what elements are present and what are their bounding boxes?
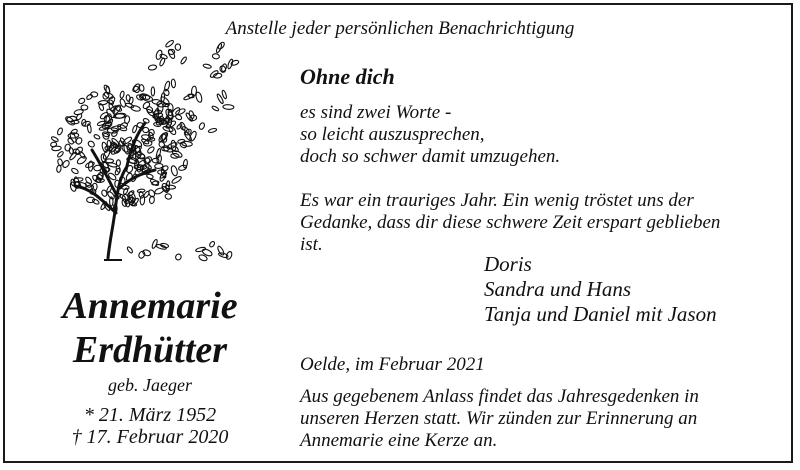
- birth-date: * 21. März 1952: [83, 404, 217, 426]
- place-and-date: Oelde, im Februar 2021: [300, 354, 485, 375]
- note-line: Aus gegebenem Anlass findet das Jahresgedenken in: [300, 386, 699, 407]
- deceased-first-name: Annemarie: [62, 285, 238, 327]
- windblown-tree-illustration: [30, 38, 240, 263]
- message-paragraph: [300, 190, 720, 256]
- message-line: ist.: [300, 234, 323, 255]
- note-line: unseren Herzen statt. Wir zünden zur Erinnerung an: [300, 408, 698, 429]
- header-notice: Anstelle jeder persönlichen Benachrichtigung: [225, 18, 575, 39]
- poem-title: Ohne dich: [300, 64, 395, 89]
- memorial-note: [300, 386, 699, 452]
- message-line: Es war ein trauriges Jahr. Ein wenig tröstet uns der: [300, 190, 694, 211]
- birth-name: geb. Jaeger: [108, 375, 192, 395]
- note-line: Annemarie eine Kerze an.: [300, 430, 498, 451]
- message-line: Gedanke, dass dir diese schwere Zeit erspart geblieben: [300, 212, 721, 233]
- poem-line: doch so schwer damit umzugehen.: [300, 146, 561, 167]
- signature-name: Sandra und Hans: [484, 277, 632, 301]
- deceased-last-name: Erdhütter: [72, 329, 228, 371]
- signatures: [484, 252, 717, 327]
- poem-line: so leicht auszusprechen,: [300, 124, 485, 145]
- life-dates: [30, 404, 270, 448]
- poem-text: [300, 102, 560, 168]
- poem-line: es sind zwei Worte -: [300, 102, 452, 123]
- signature-name: Doris: [484, 252, 532, 276]
- signature-name: Tanja und Daniel mit Jason: [484, 302, 717, 326]
- death-date: † 17. Februar 2020: [71, 426, 229, 448]
